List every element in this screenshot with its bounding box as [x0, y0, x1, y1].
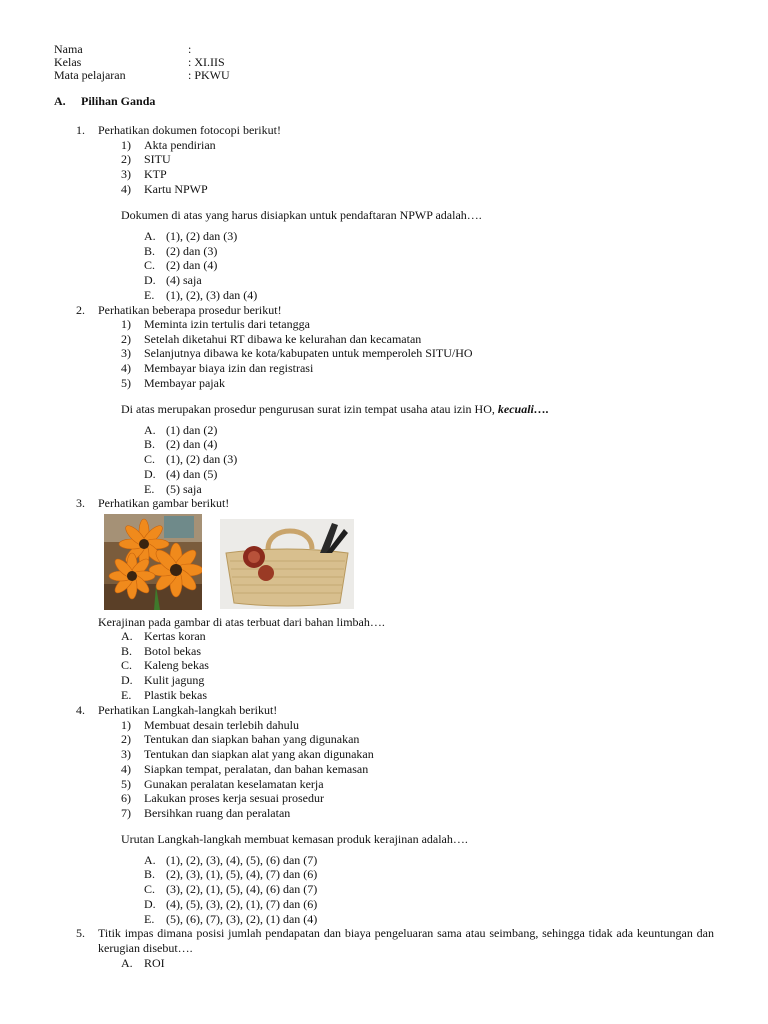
list-item-number: 1) — [121, 317, 131, 331]
question-text: Perhatikan beberapa prosedur berikut! — [98, 303, 282, 317]
list-item-number: 2) — [121, 152, 131, 166]
question-stem: Kerajinan pada gambar di atas terbuat dari bahan limbah…. — [98, 615, 385, 629]
option-text: (2) dan (3) — [166, 244, 218, 258]
nama-label: Nama — [54, 42, 83, 56]
nama-value: : — [188, 42, 192, 56]
option-letter: C. — [144, 452, 156, 466]
option-text: (5), (6), (7), (3), (2), (1) dan (4) — [166, 912, 318, 926]
option-letter: D. — [144, 897, 156, 911]
option-letter: A. — [144, 853, 156, 867]
option-letter: B. — [144, 437, 156, 451]
section-letter: A. — [54, 94, 66, 108]
option-text: (4) saja — [166, 273, 202, 287]
option-letter: E. — [144, 482, 155, 496]
woven-bag-photo — [220, 519, 354, 609]
list-item: Lakukan proses kerja sesuai prosedur — [144, 791, 324, 805]
option-text: (4) dan (5) — [166, 467, 218, 481]
list-item: Setelah diketahui RT dibawa ke kelurahan dan kecamatan — [144, 332, 422, 346]
option-letter: D. — [144, 467, 156, 481]
option-letter: C. — [144, 882, 156, 896]
option-letter: A. — [144, 423, 156, 437]
list-item: Kartu NPWP — [144, 182, 208, 196]
option-letter: C. — [121, 658, 133, 672]
option-letter: D. — [144, 273, 156, 287]
mapel-label: Mata pelajaran — [54, 68, 126, 82]
option-text: (2) dan (4) — [166, 258, 218, 272]
option-text: (5) saja — [166, 482, 202, 496]
option-text: Kaleng bekas — [144, 658, 209, 672]
option-letter: D. — [121, 673, 133, 687]
list-item: Membayar biaya izin dan registrasi — [144, 361, 314, 375]
woven-bag-image — [220, 519, 354, 609]
question-stem: Dokumen di atas yang harus disiapkan untuk pendaftaran NPWP adalah…. — [121, 208, 482, 222]
question-text: Perhatikan Langkah-langkah berikut! — [98, 703, 278, 717]
option-letter: B. — [144, 244, 156, 258]
list-item: Membuat desain terlebih dahulu — [144, 718, 299, 732]
kelas-label: Kelas — [54, 55, 82, 69]
option-text: Kertas koran — [144, 629, 206, 643]
question-stem-text: Di atas merupakan prosedur pengurusan surat izin tempat usaha atau izin HO, — [121, 402, 498, 416]
list-item-number: 4) — [121, 182, 131, 196]
list-item-number: 2) — [121, 332, 131, 346]
mapel-value: : PKWU — [188, 68, 230, 82]
section-title: Pilihan Ganda — [81, 94, 156, 108]
kelas-value: : XI.IIS — [188, 55, 225, 69]
option-letter: C. — [144, 258, 156, 272]
list-item: SITU — [144, 152, 171, 166]
question-stem-emphasis: kecuali…. — [497, 402, 549, 416]
list-item-number: 4) — [121, 361, 131, 375]
list-item: Siapkan tempat, peralatan, dan bahan kemasan — [144, 762, 369, 776]
option-text: (1), (2) dan (3) — [166, 452, 238, 466]
option-letter: B. — [121, 644, 133, 658]
list-item: Tentukan dan siapkan alat yang akan digunakan — [144, 747, 374, 761]
list-item: Gunakan peralatan keselamatan kerja — [144, 777, 324, 791]
option-text: Kulit jagung — [144, 673, 205, 687]
option-text: Botol bekas — [144, 644, 201, 658]
option-text: (1) dan (2) — [166, 423, 218, 437]
list-item-number: 3) — [121, 747, 131, 761]
question-number: 2. — [76, 303, 85, 317]
list-item-number: 4) — [121, 762, 131, 776]
list-item: Akta pendirian — [144, 138, 216, 152]
option-letter: A. — [144, 229, 156, 243]
option-letter: B. — [144, 867, 156, 881]
question-text: Perhatikan dokumen fotocopi berikut! — [98, 123, 281, 137]
list-item-number: 1) — [121, 138, 131, 152]
option-letter: A. — [121, 956, 133, 970]
question-number: 3. — [76, 496, 85, 510]
option-text: (1), (2) dan (3) — [166, 229, 238, 243]
option-letter: E. — [144, 912, 155, 926]
list-item: Meminta izin tertulis dari tetangga — [144, 317, 310, 331]
option-text: (3), (2), (1), (5), (4), (6) dan (7) — [166, 882, 318, 896]
list-item: KTP — [144, 167, 167, 181]
option-text: Plastik bekas — [144, 688, 207, 702]
option-text: ROI — [144, 956, 165, 970]
list-item: Selanjutnya dibawa ke kota/kabupaten untuk memperoleh SITU/HO — [144, 346, 473, 360]
list-item: Membayar pajak — [144, 376, 225, 390]
question-text: Perhatikan gambar berikut! — [98, 496, 230, 510]
option-text: (4), (5), (3), (2), (1), (7) dan (6) — [166, 897, 318, 911]
section-heading — [54, 94, 155, 108]
question-text: Titik impas dimana posisi jumlah pendapatan dan biaya pengeluaran sama atau seimbang, sehingga tidak ada keuntungan dan kerugian disebut…. — [98, 926, 714, 955]
question-number: 5. — [76, 926, 85, 940]
list-item: Tentukan dan siapkan bahan yang digunakan — [144, 732, 360, 746]
flower-craft-image — [104, 514, 202, 610]
option-letter: E. — [121, 688, 132, 702]
list-item-number: 2) — [121, 732, 131, 746]
option-text: (2) dan (4) — [166, 437, 218, 451]
list-item-number: 6) — [121, 791, 131, 805]
list-item-number: 1) — [121, 718, 131, 732]
question-stem — [121, 402, 549, 416]
option-text: (2), (3), (1), (5), (4), (7) dan (6) — [166, 867, 318, 881]
option-text: (1), (2), (3), (4), (5), (6) dan (7) — [166, 853, 318, 867]
list-item-number: 5) — [121, 376, 131, 390]
list-item: Bersihkan ruang dan peralatan — [144, 806, 291, 820]
list-item-number: 3) — [121, 167, 131, 181]
list-item-number: 7) — [121, 806, 131, 820]
question-stem: Urutan Langkah-langkah membuat kemasan produk kerajinan adalah…. — [121, 832, 468, 846]
list-item-number: 5) — [121, 777, 131, 791]
list-item-number: 3) — [121, 346, 131, 360]
question-number: 1. — [76, 123, 85, 137]
option-text: (1), (2), (3) dan (4) — [166, 288, 258, 302]
option-letter: E. — [144, 288, 155, 302]
flower-craft-photo — [104, 514, 202, 610]
option-letter: A. — [121, 629, 133, 643]
question-number: 4. — [76, 703, 85, 717]
